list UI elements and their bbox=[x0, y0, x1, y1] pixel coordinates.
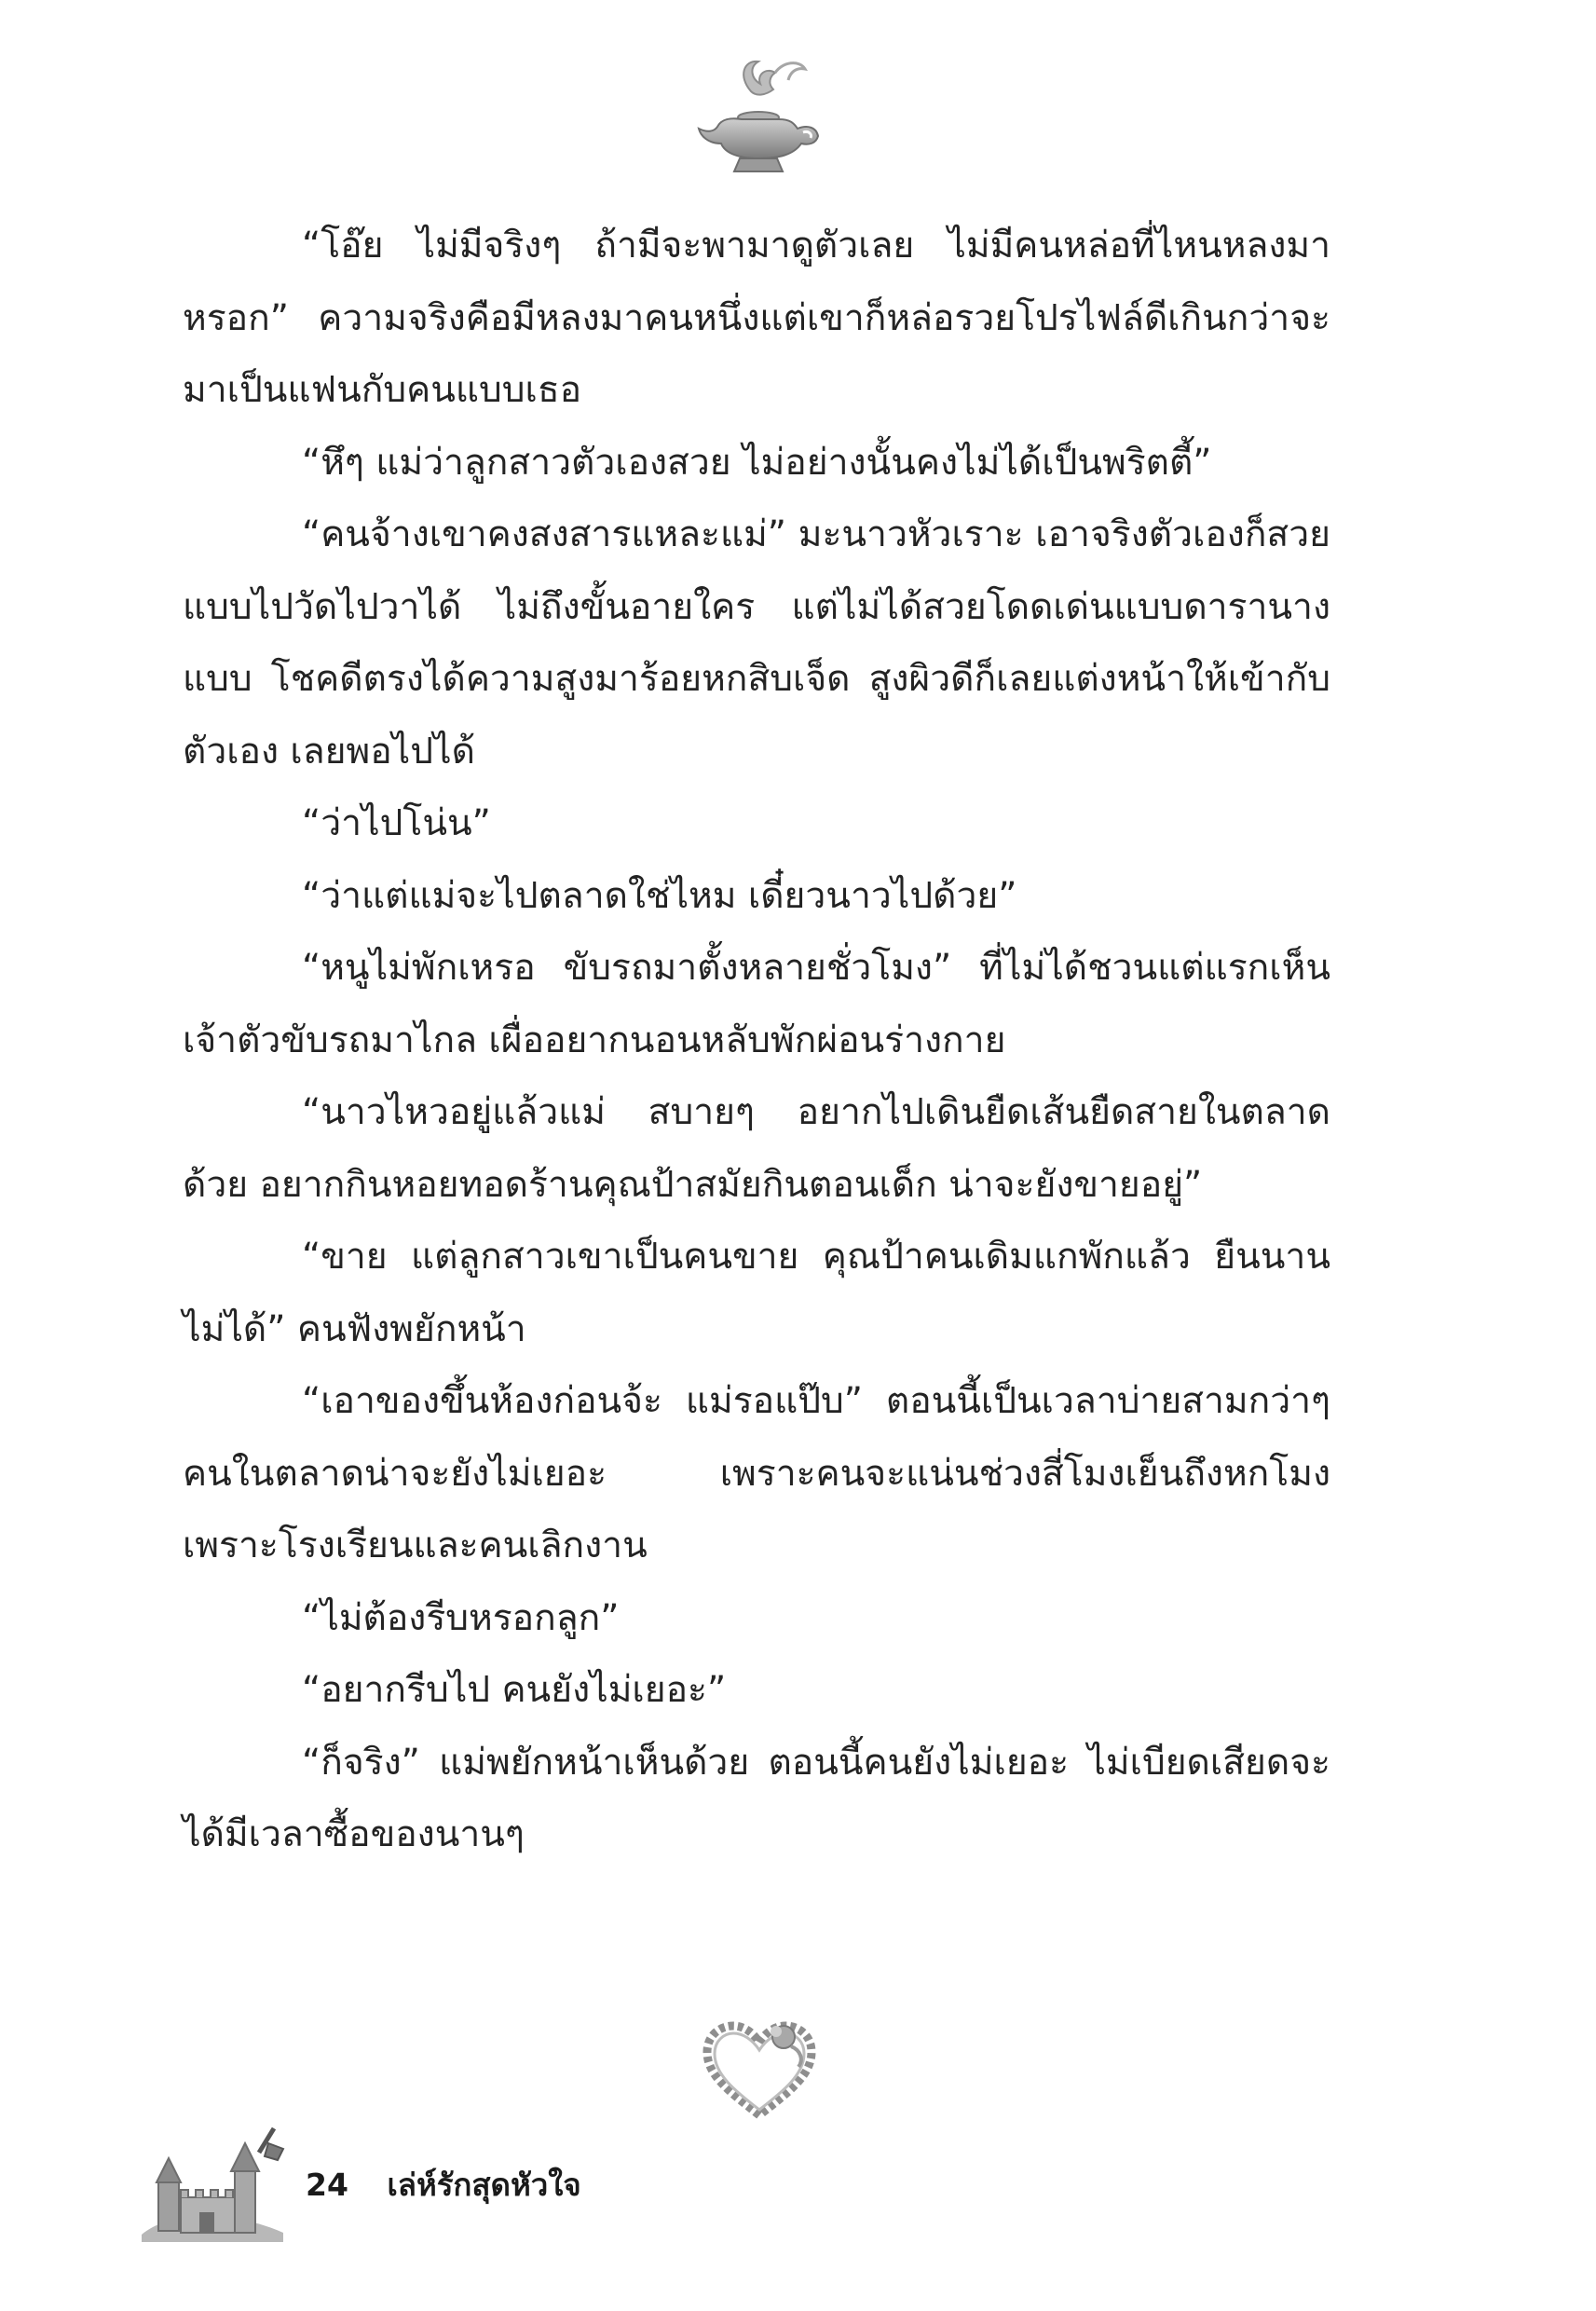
heart-wreath-icon bbox=[694, 2013, 825, 2125]
paragraph: “ก็จริง” แม่พยักหน้าเห็นด้วย ตอนนี้คนยังไม่เยอะ ไม่เบียดเสียดจะได้มีเวลาซื้อของนานๆ bbox=[183, 1741, 1330, 1855]
paragraph: “ว่าแต่แม่จะไปตลาดใช่ไหม เดี๋ยวนาวไปด้วย” bbox=[302, 874, 1017, 917]
paragraph: “ขาย แต่ลูกสาวเขาเป็นคนขาย คุณป้าคนเดิมแกพักแล้ว ยืนนานไม่ได้” คนฟังพยักหน้า bbox=[183, 1236, 1330, 1350]
body-text bbox=[183, 210, 1330, 1871]
castle-icon bbox=[138, 2115, 287, 2246]
paragraph: “ว่าไปโน่น” bbox=[302, 802, 491, 844]
book-title: เล่ห์รักสุดหัวใจ bbox=[387, 2167, 581, 2203]
page-footer bbox=[306, 2160, 581, 2210]
paragraph: “เอาของขึ้นห้องก่อนจ้ะ แม่รอแป๊บ” ตอนนี้เป็นเวลาบ่ายสามกว่าๆ คนในตลาดน่าจะยังไม่เยอะ เพราะคนจะแน่นช่วงสี่โมงเย็นถึงหกโมง เพราะโรงเรียนและคนเลิกงาน bbox=[183, 1380, 1330, 1566]
paragraph: “หึๆ แม่ว่าลูกสาวตัวเองสวย ไม่อย่างนั้นคงไม่ได้เป็นพริตตี้” bbox=[302, 441, 1212, 484]
paragraph: “ไม่ต้องรีบหรอกลูก” bbox=[302, 1596, 620, 1639]
paragraph: “หนูไม่พักเหรอ ขับรถมาตั้งหลายชั่วโมง” ที่ไม่ได้ชวนแต่แรกเห็นเจ้าตัวขับรถมาไกล เผื่ออยากนอนหลับพักผ่อนร่างกาย bbox=[183, 947, 1330, 1061]
page-number: 24 bbox=[306, 2167, 348, 2203]
paragraph: “โอ๊ย ไม่มีจริงๆ ถ้ามีจะพามาดูตัวเลย ไม่มีคนหล่อที่ไหนหลงมาหรอก” ความจริงคือมีหลงมาคนหนึ่งแต่เขาก็หล่อรวยโปรไฟล์ดีเกินกว่าจะมาเป็นแฟนกับคนแบบเธอ bbox=[183, 225, 1330, 411]
paragraph: “คนจ้างเขาคงสงสารแหละแม่” มะนาวหัวเราะ เอาจริงตัวเองก็สวยแบบไปวัดไปวาได้ ไม่ถึงขั้นอายใคร แต่ไม่ได้สวยโดดเด่นแบบดารานางแบบ โชคดีตรงได้ความสูงมาร้อยหกสิบเจ็ด สูงผิวดีก็เลยแต่งหน้าให้เข้ากับตัวเอง เลยพอไปได้ bbox=[183, 513, 1330, 773]
genie-lamp-icon bbox=[689, 54, 829, 177]
paragraph: “อยากรีบไป คนยังไม่เยอะ” bbox=[302, 1669, 727, 1711]
paragraph: “นาวไหวอยู่แล้วแม่ สบายๆ อยากไปเดินยืดเส้นยืดสายในตลาดด้วย อยากกินหอยทอดร้านคุณป้าสมัยกินตอนเด็ก น่าจะยังขายอยู่” bbox=[183, 1091, 1330, 1206]
